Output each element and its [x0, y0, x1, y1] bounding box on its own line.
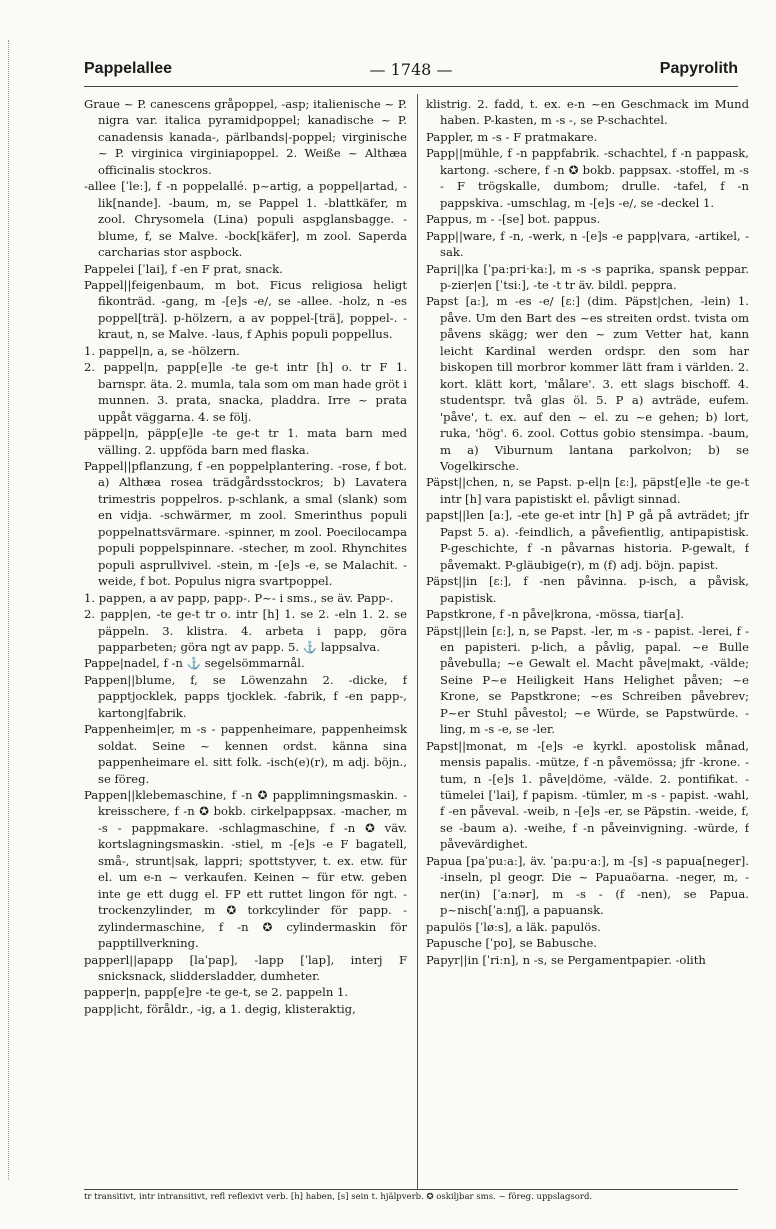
entry: Papyr||in [ˈriːn], n -s, se Pergamentpapier. -olith [426, 952, 706, 967]
entry: Papri||ka [ˈpaːpriˑka:], m -s -s paprika, spansk peppar. p-zier|en [ˈtsiː], -te -t tr äv. bildl. peppra. [426, 261, 749, 292]
entry: Papua [paˈpuːaː], äv. ˈpaːpuˑaː], m -[s] -s papua[neger]. -inseln, pl geogr. Die ~ Papuaöarna. -neger, m, -ner(in) [ˈaːnər], m -s - (f -nen), se Papua. p~nisch[ˈaːnɪʃ], a papuansk. [426, 853, 749, 918]
entry: Papst [aː], m -es -e/ [ɛː] (dim. Päpst|chen, -lein) 1. påve. Um den Bart des ~es streiten ordst. tvista om påvens skägg; wer den ~ zum Vetter hat, kann leicht Kardinal werden ordspr. den som har biskopen till morbror kommer lätt fram i världen. 2. kort. klätt kort, 'målare'. 3. ett slags bischoff. 4. studentspr. två glas öl. 5. P a) avträde, eufem. 'påve', t. ex. auf den ~ el. zu ~e gehen; b) lort, ruka, 'hög'. 6. zool. Cottus gobio stensimpa. -baum, m a) Viburnum lantana parkolvon; b) se Vogelkirsche. [426, 294, 749, 473]
header-first-word: Pappelallee [84, 60, 173, 77]
entry: Pappel||feigenbaum, m bot. Ficus religiosa heligt fikonträd. -gang, m -[e]s -e/, se -allee. -holz, n -es poppel[trä]. p-hölzern, a av poppel-[trä], poppel-. -kraut, n, se Malve. -laus, f Aphis populi poppellus. [84, 277, 407, 342]
page-header [84, 60, 738, 82]
entry: Papp||mühle, f -n pappfabrik. -schachtel, f -n pappask, kartong. -schere, f -n ✪ bokb. pappsax. -stoffel, m -s - F trögskalle, dumbom; drulle. -tafel, f -n pappskiva. -umschlag, m -[e]s -e/, se -deckel 1. [426, 146, 749, 210]
header-rule [84, 86, 738, 87]
entry: -allee [ˈleː], f -n poppelallé. p~artig, a poppel|artad, -lik[nande]. -baum, m, se Pappel 1. -blattkäfer, m zool. Chrysomela (Lina) populi aspglansbagge. -blume, f, se Malve. -bock[käfer], m zool. Saperda carcharias stor aspbock. [84, 179, 407, 260]
entry: Graue ~ P. canescens gråpoppel, -asp; italienische ~ P. nigra var. italica pyramidpoppel; kanadische ~ P. canadensis kanada-, pärlbands|-poppel; virginische ~ P. virginica virginiapoppel. 2. Weiße ~ Althæa officinalis stockros. [84, 97, 407, 177]
abbreviation-footer: tr transitivt, intr intransitivt, refl reflexivt verb. [h] haben, [s] sein t. hjälpverb. ✪ oskiljbar sms. ~ föreg. uppslagsord. [84, 1192, 593, 1202]
entry: Papp||ware, f -n, -werk, n -[e]s -e papp|vara, -artikel, -sak. [426, 228, 749, 260]
column-divider [417, 94, 418, 1190]
entry: papper|n, papp[e]re -te ge-t, se 2. pappeln 1. [84, 985, 349, 1000]
entry: 1. pappen, a av papp, papp-. P~- i sms., se äv. Papp-. [84, 590, 394, 605]
entry: päppel|n, päpp[e]le -te ge-t tr 1. mata barn med välling. 2. uppföda barn med flaska. [84, 426, 407, 457]
entry: Pappen||klebemaschine, f -n ✪ papplimningsmaskin. -kreisschere, f -n ✪ bokb. cirkelpappsax. -macher, m -s - pappmakare. -schlagmaschine, f -n ✪ väv. kortslagningsmaskin. -stiel, m -[e]s -e F bagatell, små-, strunt|sak, lappri; spottstyver, t. ex. etw. für el. um e-n ~ verkaufen. Keinen ~ für etw. geben inte ge ett dugg el. FP ett ruttet lingon för ngt. -trockenzylinder, m ✪ torkcylinder för papp. -zylindermaschine, f -n ✪ cylindermaskin för papptillverkning. [84, 788, 407, 951]
entry: Pappen||blume, f, se Löwenzahn 2. -dicke, f papptjocklek, papps tjocklek. -fabrik, f -en papp-, kartong|fabrik. [84, 672, 407, 720]
entry: Pappenheim|er, m -s - pappenheimare, pappenheimsk soldat. Seine ~ kennen ordst. känna sina pappenheimare el. sitt folk. -isch(e)(r), m adj. böjn., se föreg. [84, 722, 407, 786]
entry: Papstkrone, f -n påve|krona, -mössa, tiar[a]. [426, 607, 685, 622]
entry: Pappel||pflanzung, f -en poppelplantering. -rose, f bot. a) Althæa rosea trädgårdsstockros; b) Lavatera trimestris poppelros. p-schlank, a smal (slank) som en vidja. -schwärmer, m zool. Smerinthus populi poppelnattsvärmare. -spinner, m zool. Poecilocampa populi poppelspinnare. -stecher, m zool. Rhynchites populi asprullvivel. -stein, m -[e]s -e, se Malachit. -weide, f bot. Populus nigra svartpoppel. [84, 458, 407, 589]
entry: 1. pappel|n, a, se -hölzern. [84, 343, 240, 358]
scan-margin [8, 40, 15, 1180]
entry: Päpst||chen, n, se Papst. p-el|n [ɛː], päpst[e]le -te ge-t intr [h] vara papistiskt el. påvligt sinnad. [426, 475, 749, 506]
entry: Päpst||in [ɛː], f -nen påvinna. p-isch, a påvisk, papistisk. [426, 574, 749, 605]
entry: papulös [ˈløːs], a läk. papulös. [426, 919, 601, 934]
entry: Pappler, m -s - F pratmakare. [426, 129, 598, 144]
entry: papperl||apapp [laˈpap], -lapp [ˈlap], interj F snicksnack, sliddersladder, dumheter. [84, 952, 407, 984]
entry: 2. pappel|n, papp[e]le -te ge-t intr [h] o. tr F 1. barnspr. äta. 2. mumla, tala som om man hade gröt i munnen. 3. prata, snacka, pladdra. Irre ~ prata uppåt väggarna. 4. se följ. [84, 360, 407, 424]
entry: Papst||monat, m -[e]s -e kyrkl. apostolisk månad, mensis papalis. -mütze, f -n påvemössa; jfr -krone. -tum, n -[e]s 1. påve|döme, -välde. 2. pontifikat. -tümelei [ˈlai], f papism. -tümler, m -s - papist. -wahl, f -en påveval. -weib, n -[e]s -er, se Päpstin. -weide, f, se -baum a). -weihe, f -n påveinvigning. -würde, f påvevärdighet. [426, 738, 749, 852]
page-number: — 1748 — [369, 60, 453, 79]
entry: Pappe|nadel, f -n ⚓ segelsömmarnål. [84, 656, 305, 671]
footer-rule [84, 1189, 738, 1190]
entry: papp|icht, föråldr., -ig, a 1. degig, klisteraktig, [84, 1001, 356, 1016]
entry: Pappus, m - -[se] bot. pappus. [426, 212, 601, 227]
entry: Pappelei [ˈlai], f -en F prat, snack. [84, 261, 283, 276]
entry: Päpst||lein [ɛː], n, se Papst. -ler, m -s - papist. -lerei, f -en papisteri. p-lich, a påvlig, papal. ~e Bulle påvebulla; ~e Gewalt el. Macht påve|makt, -välde; Seine P~e Heiligkeit Hans Helighet påven; ~e Krone, se Papstkrone; ~es Schreiben påvebrev; P~er Stuhl påvestol; ~e Würde, se Papstwürde. -ling, m -s -e, se -ler. [426, 623, 749, 737]
entry: 2. papp|en, -te ge-t tr o. intr [h] 1. se 2. -eln 1. 2. se päppeln. 3. klistra. 4. arbeta i papp, göra papparbeten; göra ngt av papp. 5. ⚓ lappsalva. [84, 607, 407, 654]
entry: klistrig. 2. fadd, t. ex. e-n ~en Geschmack im Mund haben. P-kasten, m -s -, se P-schachtel. [426, 97, 749, 128]
entry: papst||len [aː], -ete ge-et intr [h] P gå på avträdet; jfr Papst 5. a). -feindlich, a påvefientlig, antipapistisk. P-geschichte, f -n påvarnas historia. P-gewalt, f påvemakt. P-gläubige(r), m (f) adj. böjn. papist. [426, 508, 749, 572]
left-column [84, 96, 407, 1184]
header-last-word: Papyrolith [659, 60, 738, 77]
right-column [426, 96, 749, 1184]
entry: Papusche [ˈpʊ], se Babusche. [426, 936, 598, 951]
